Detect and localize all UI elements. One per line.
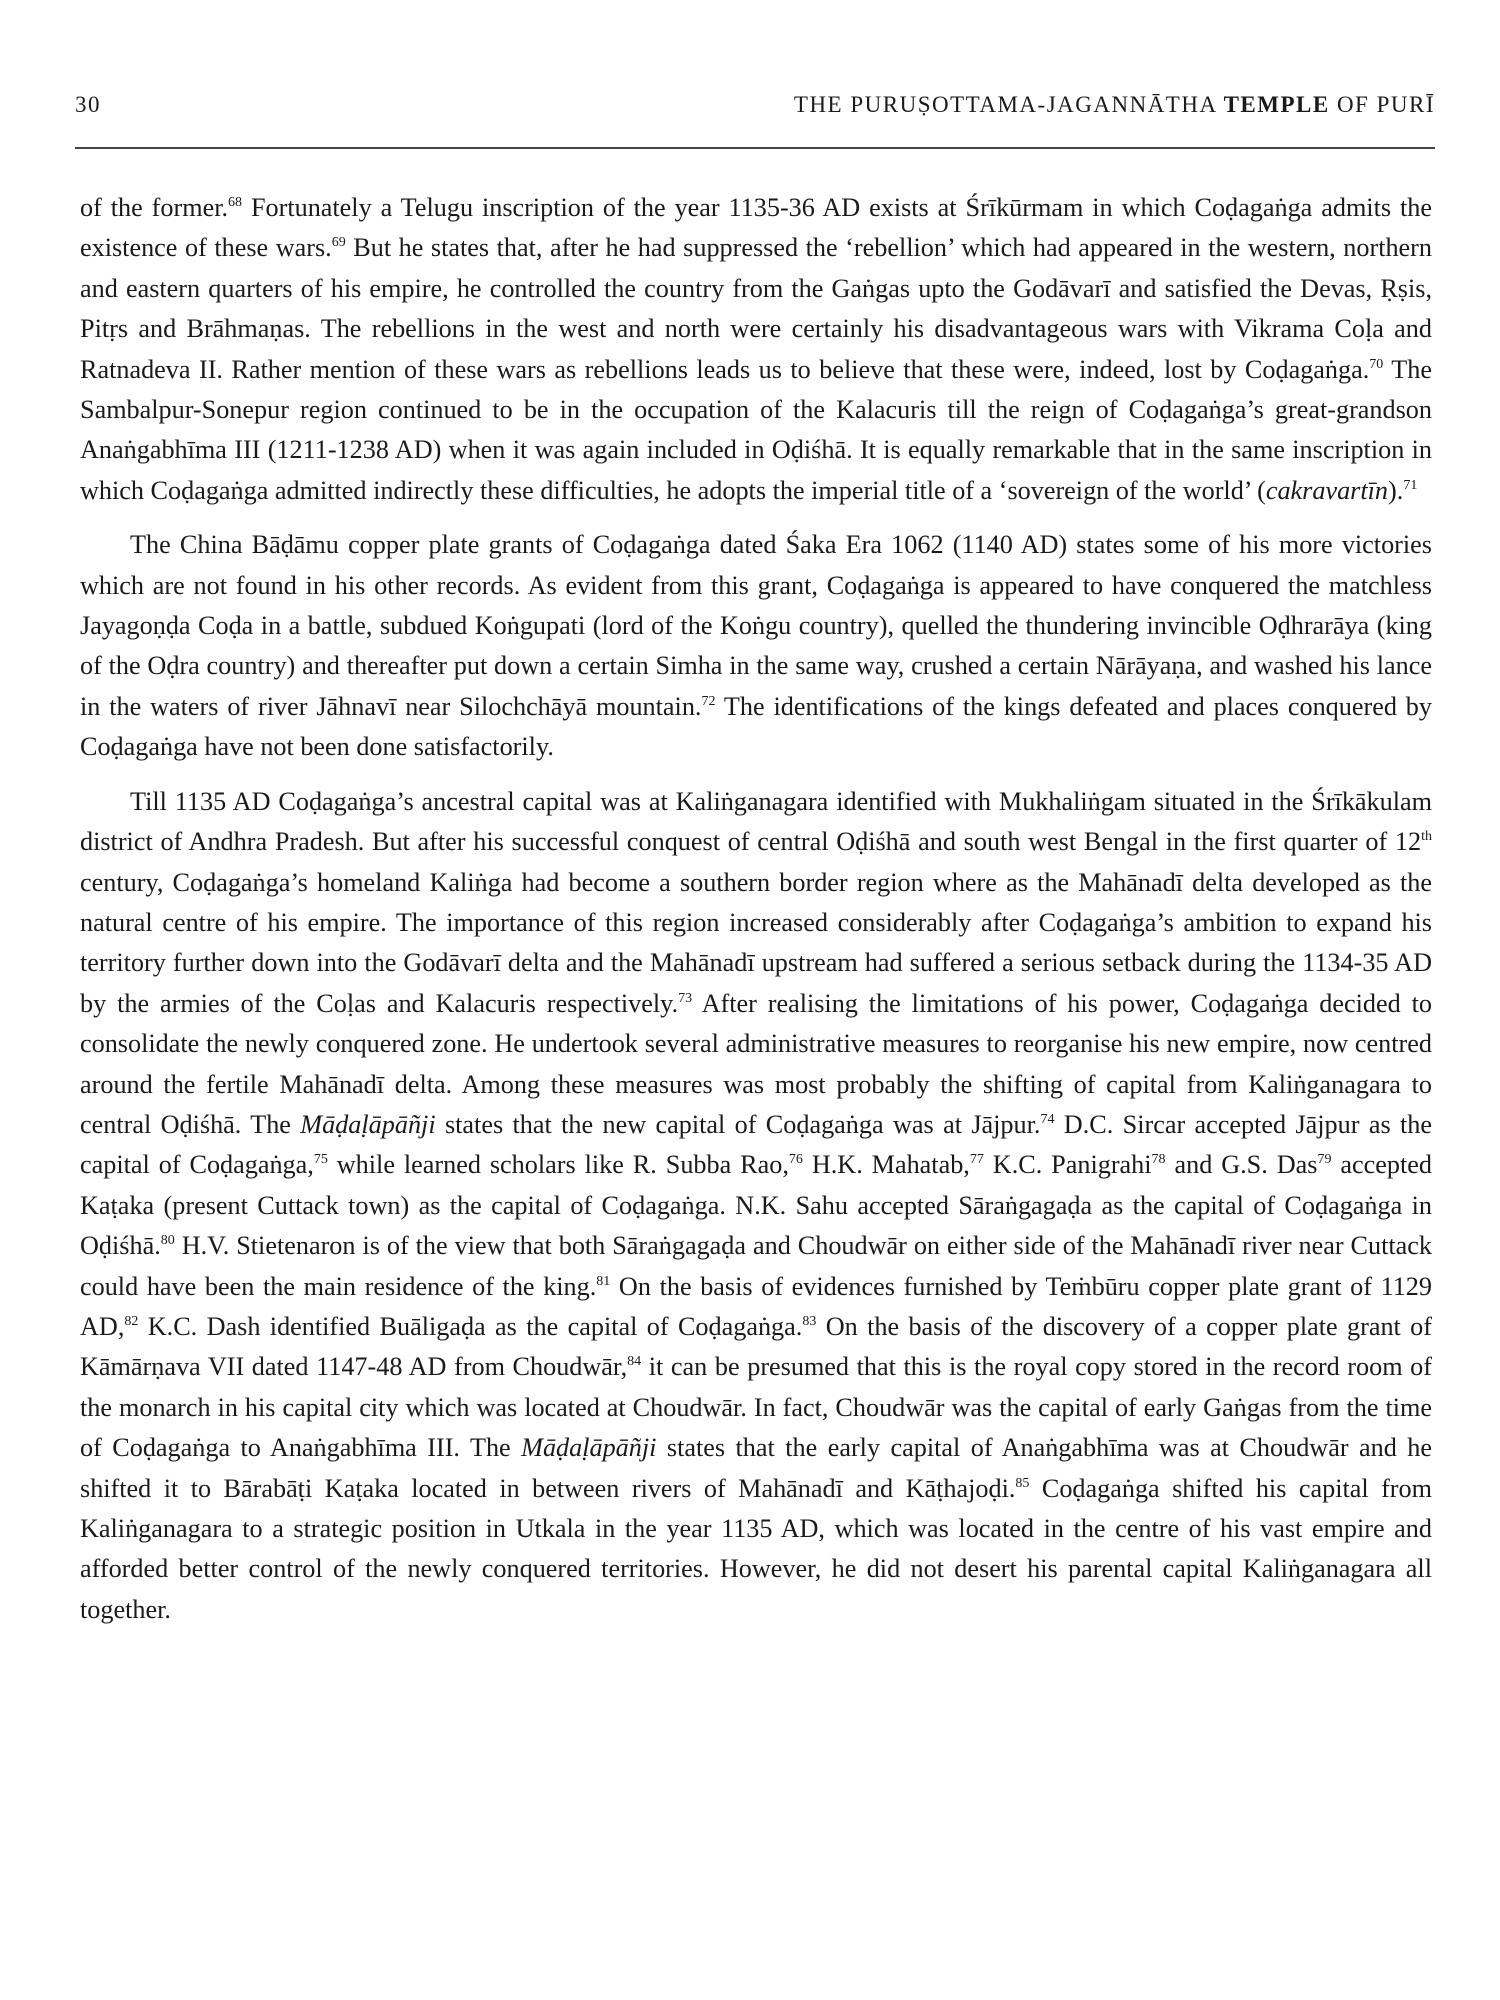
footnote-ref: 78 xyxy=(1151,1152,1166,1168)
text-run: while learned scholars like R. Subba Rao, xyxy=(327,1150,789,1180)
footnote-ref: 81 xyxy=(596,1273,611,1289)
text-run: states that the early capital of Anaṅgabhīma was at Choudwār and he shifted it to Bārabāṭi Kaṭaka located in between rivers of Mahānadī and Kāṭhajoḍi. xyxy=(80,1433,1432,1503)
text-run: On the basis of evidences furnished by Teṁbūru copper plate grant of 1129 AD, xyxy=(80,1271,1432,1341)
text-run: century, Coḍagaṅga’s homeland Kaliṅga had become a southern border region where as the Mahānadī delta developed as the natural centre of his empire. The importance of this region increased considerably after Coḍagaṅga’s ambition to expand his territory further down into the Godāvarī delta and the Mahānadī upstream had suffered a serious setback during the 1134-35 AD by the armies of the Coḷas and Kalacuris respectively. xyxy=(80,867,1432,1018)
footnote-ref: 82 xyxy=(124,1313,139,1329)
text-run: The China Bāḍāmu copper plate grants of Coḍagaṅga dated Śaka Era 1062 (1140 AD) states some of his more victories which are not found in his other records. As evident from this grant, Coḍagaṅga is appeared to have conquered the matchless Jayagoṇḍa Coḍa in a battle, subdued Koṅgupati (lord of the Koṅgu country), quelled the thundering invincible Oḍhrarāya (king of the Oḍra country) and thereafter put down a certain Simha in the same way, crushed a certain Nārāyaṇa, and washed his lance in the waters of river Jāhnavī near Silochchāyā mountain. xyxy=(80,530,1432,721)
footnote-ref: 73 xyxy=(678,990,693,1006)
footnote-ref: 76 xyxy=(788,1152,803,1168)
running-head xyxy=(794,92,1435,118)
italic-term: Māḍaḷāpāñji xyxy=(300,1109,436,1139)
text-run: ). xyxy=(1388,475,1404,505)
text-run: accepted Kaṭaka (present Cuttack town) as the capital of Coḍagaṅga. N.K. Sahu accepted Sāraṅgagaḍa as the capital of Coḍagaṅga in Oḍiśhā. xyxy=(80,1150,1432,1261)
page-header xyxy=(75,92,1435,132)
text-run: Fortunately a Telugu inscription of the year 1135-36 AD exists at Śrīkūrmam in which Coḍagaṅga admits the existence of these wars. xyxy=(80,193,1432,263)
header-rule xyxy=(75,147,1435,149)
footnote-ref: 79 xyxy=(1317,1152,1332,1168)
paragraph-2 xyxy=(80,525,1432,767)
footnote-ref: 77 xyxy=(969,1152,984,1168)
footnote-ref: 83 xyxy=(802,1313,817,1329)
page-number: 30 xyxy=(75,92,101,117)
paragraph-3 xyxy=(80,782,1432,1631)
footnote-ref: 80 xyxy=(160,1233,175,1249)
italic-term: cakravartīn xyxy=(1265,475,1389,505)
text-run: H.V. Stietenaron is of the view that both Sāraṅgagaḍa and Choudwār on either side of the Mahānadī river near Cuttack could have been the main residence of the king. xyxy=(80,1231,1432,1301)
text-run: of the former. xyxy=(80,193,229,222)
footnote-ref: 68 xyxy=(228,195,243,210)
text-run: Till 1135 AD Coḍagaṅga’s ancestral capital was at Kaliṅganagara identified with Mukhaliṅgam situated in the Śrīkākulam district of Andhra Pradesh. But after his successful conquest of central Oḍiśhā and south west Bengal in the first quarter of 12 xyxy=(80,786,1432,857)
footnote-ref: 71 xyxy=(1403,477,1418,493)
text-run: The identifications of the kings defeated and places conquered by Coḍagaṅga have not been done satisfactorily. xyxy=(80,691,1432,762)
body-text xyxy=(80,188,1432,1644)
running-head-suffix: OF PURĪ xyxy=(1329,92,1435,117)
text-run: The Sambalpur-Sonepur region continued to be in the occupation of the Kalacuris till the reign of Coḍagaṅga’s great-grandson Anaṅgabhīma III (1211-1238 AD) when it was again included in Oḍiśhā. It is equally remarkable that in the same inscription in which Coḍagaṅga admitted indirectly these difficulties, he adopts the imperial title of a ‘sovereign of the world’ ( xyxy=(80,354,1432,505)
italic-term: Māḍaḷāpāñji xyxy=(521,1433,657,1463)
text-run: On the basis of the discovery of a copper plate grant of Kāmārṇava VII dated 1147-48 AD from Choudwār, xyxy=(80,1311,1432,1382)
running-head-bold: TEMPLE xyxy=(1223,92,1330,117)
running-head-prefix: THE PURUṢOTTAMA-JAGANNĀTHA xyxy=(793,92,1224,117)
ordinal-suffix: th xyxy=(1421,829,1432,845)
text-run: states that the new capital of Coḍagaṅga was at Jājpur. xyxy=(435,1109,1041,1139)
footnote-ref: 75 xyxy=(313,1152,328,1168)
text-run: and G.S. Das xyxy=(1165,1150,1318,1180)
text-run: H.K. Mahatab, xyxy=(802,1150,970,1180)
footnote-ref: 74 xyxy=(1040,1111,1055,1127)
text-run: K.C. Dash identified Buāligaḍa as the capital of Coḍagaṅga. xyxy=(138,1311,803,1341)
footnote-ref: 69 xyxy=(331,235,346,251)
text-run: But he states that, after he had suppressed the ‘rebellion’ which had appeared in the western, northern and eastern quarters of his empire, he controlled the country from the Gaṅgas upto the Godāvarī and satisfied the Devas, Ṛṣis, Pitṛs and Brāhmaṇas. The rebellions in the west and north were certainly his disadvantageous wars with Vikrama Coḷa and Ratnadeva II. Rather mention of these wars as rebellions leads us to believe that these were, indeed, lost by Coḍagaṅga. xyxy=(80,233,1432,384)
paragraph-1 xyxy=(80,188,1432,511)
footnote-ref: 85 xyxy=(1015,1475,1030,1491)
footnote-ref: 72 xyxy=(701,693,716,709)
text-run: it can be presumed that this is the royal copy stored in the record room of the monarch in his capital city which was located at Choudwār. In fact, Choudwār was the capital of early Gaṅgas from the time of Coḍagaṅga to Anaṅgabhīma III. The xyxy=(80,1352,1432,1463)
text-run: Coḍagaṅga shifted his capital from Kaliṅganagara to a strategic position in Utkala in the year 1135 AD, which was located in the centre of his vast empire and afforded better control of the newly conquered territories. However, he did not desert his parental capital Kaliṅganagara all together. xyxy=(80,1473,1432,1624)
text-run: D.C. Sircar accepted Jājpur as the capital of Coḍagaṅga, xyxy=(80,1109,1432,1180)
footnote-ref: 70 xyxy=(1369,356,1384,372)
text-run: After realising the limitations of his power, Coḍagaṅga decided to consolidate the newly conquered zone. He undertook several administrative measures to reorganise his new empire, now centred around the fertile Mahānadī delta. Among these measures was most probably the shifting of capital from Kaliṅganagara to central Oḍiśhā. The xyxy=(80,988,1432,1139)
footnote-ref: 84 xyxy=(627,1354,642,1370)
text-run: K.C. Panigrahi xyxy=(983,1150,1152,1180)
